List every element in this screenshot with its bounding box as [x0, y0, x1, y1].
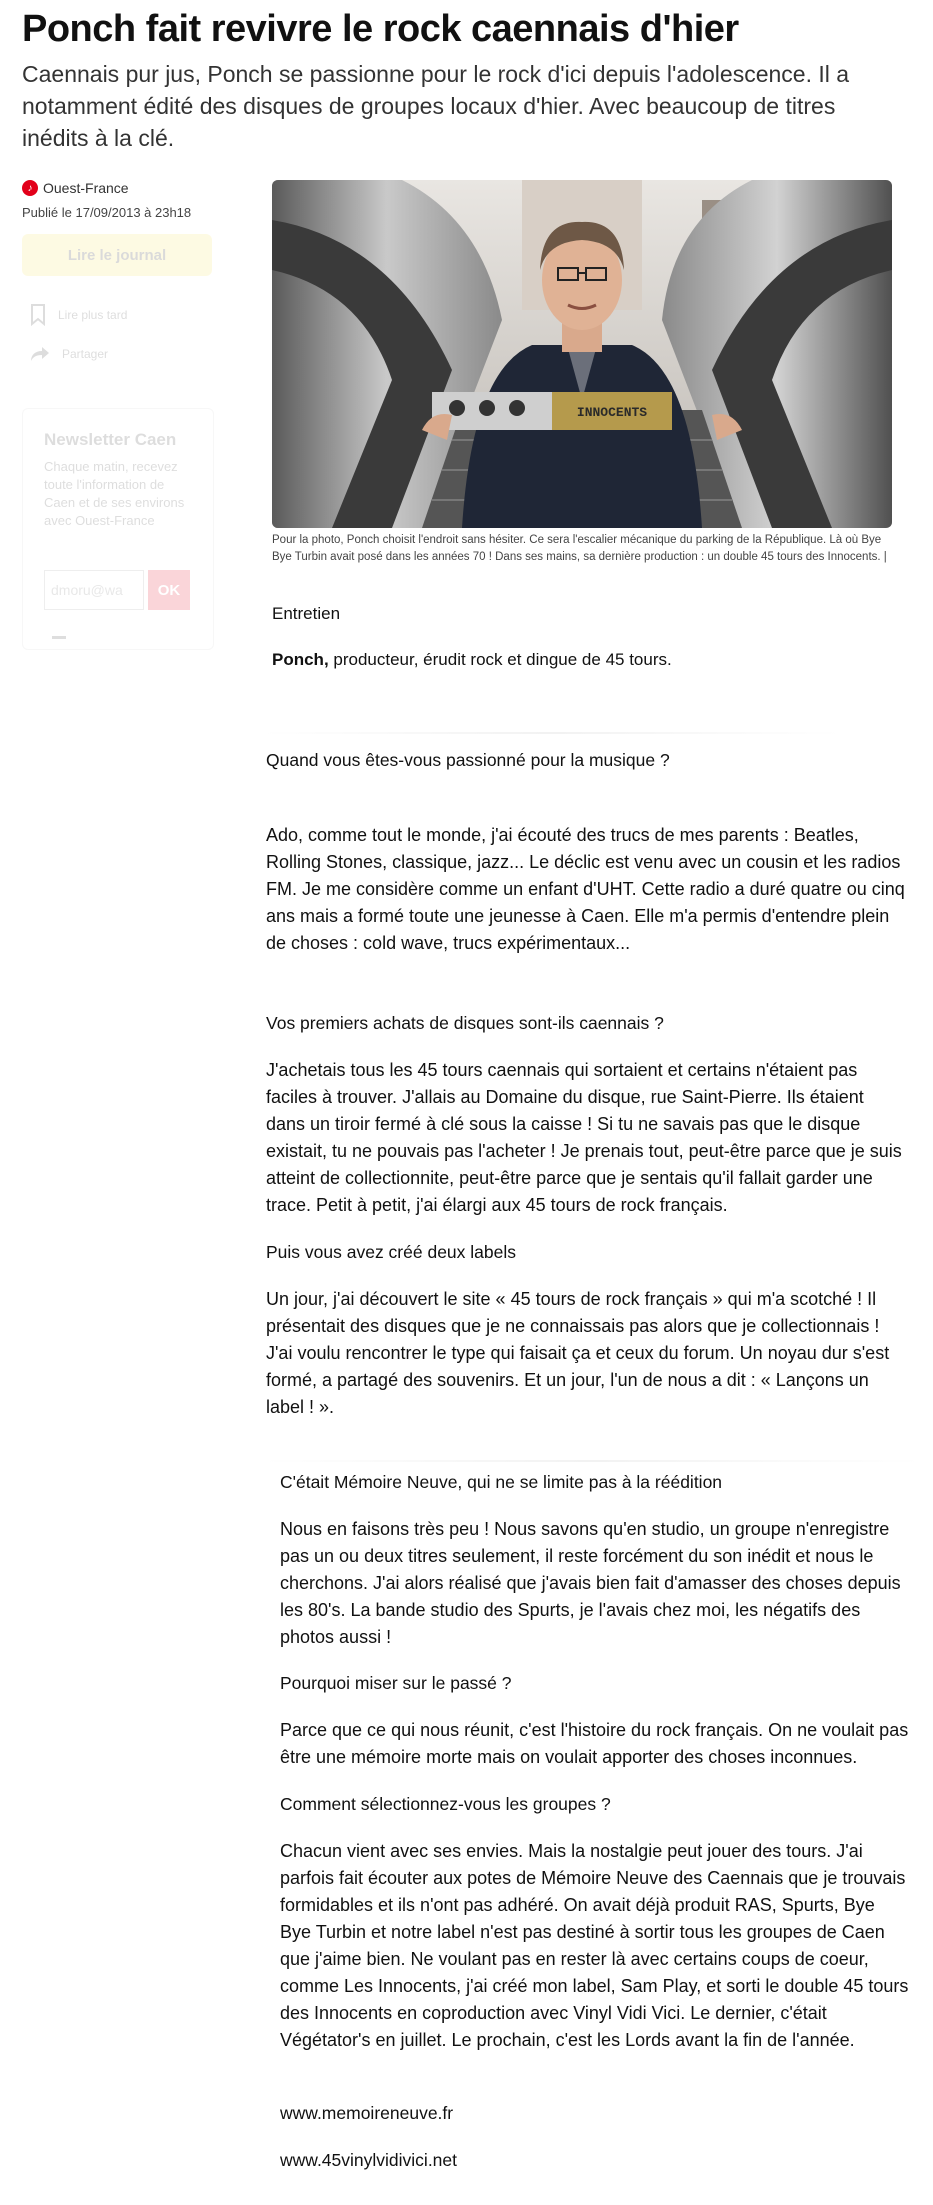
question-6: Comment sélectionnez-vous les groupes ? [280, 1794, 611, 1814]
answer-3: Un jour, j'ai découvert le site « 45 tours de rock français » qui m'a scotché ! Il présentait des disques que je ne connaissais pas alors que je collectionnais ! J'ai voulu rencontrer le type qui faisait ça et ceux du forum. Un noyau dur s'est formé, a partagé des souvenirs. Et un jour, l'un de nous a dit : « Lançons un label ! ». [266, 1289, 890, 1417]
intro-rest: producteur, érudit rock et dingue de 45 tours. [328, 650, 672, 669]
question-2: Vos premiers achats de disques sont-ils caennais ? [266, 1013, 664, 1033]
publish-date: Publié le 17/09/2013 à 23h18 [22, 205, 192, 220]
article-title: Ponch fait revivre le rock caennais d'hier [22, 8, 739, 50]
section-divider [262, 732, 842, 734]
link-memoireneuve[interactable]: www.memoireneuve.fr [280, 2103, 454, 2123]
intro-name: Ponch, [272, 650, 329, 669]
newsletter-title: Newsletter Caen [44, 430, 177, 449]
question-3: Puis vous avez créé deux labels [266, 1242, 516, 1262]
section-divider-2 [262, 1460, 922, 1462]
save-label: Lire plus tard [58, 308, 128, 322]
question-5: Pourquoi miser sur le passé ? [280, 1673, 512, 1693]
newsletter-checkbox[interactable] [52, 636, 66, 639]
save-for-later-button[interactable] [30, 304, 127, 326]
question-1: Quand vous êtes-vous passionné pour la musique ? [266, 750, 670, 770]
article-lead: Caennais pur jus, Ponch se passionne pour le rock d'ici depuis l'adolescence. Il a notamment édité des disques de groupes locaux d'hier. Avec beaucoup de titres inédits à la clé. [22, 61, 850, 151]
newsletter-description: Chaque matin, recevez toute l'information de Caen et de ses environs avec Ouest-France [44, 459, 185, 528]
answer-1: Ado, comme tout le monde, j'ai écouté des trucs de mes parents : Beatles, Rolling Stones, classique, jazz... Le déclic est venu avec un cousin et les radios FM. Je me considère comme un enfant d'UHT. Cette radio a duré quatre ou cinq ans mais a formé toute une jeunesse à Caen. Elle m'a permis d'entendre plein de choses : cold wave, trucs expérimentaux... [266, 825, 905, 953]
link-45vinylvidivici[interactable]: www.45vinylvidivici.net [280, 2150, 458, 2170]
bookmark-icon [30, 304, 46, 326]
ouest-france-logo-icon: ♪ [22, 180, 38, 196]
share-button[interactable] [30, 346, 108, 362]
article-kicker: Entretien [272, 604, 341, 623]
answer-4: Nous en faisons très peu ! Nous savons qu'en studio, un groupe n'enregistre pas un ou deux titres seulement, il reste forcément du son inédit et nous le cherchons. J'ai alors réalisé que j'avais bien fait d'amasser des choses depuis les 80's. La bande studio des Spurts, je l'avais chez moi, les négatifs des photos aussi ! [280, 1519, 901, 1647]
article-intro [272, 650, 672, 670]
newsletter-email-input[interactable] [44, 570, 144, 610]
newsletter-ok-button[interactable]: OK [148, 570, 190, 610]
question-4: C'était Mémoire Neuve, qui ne se limite pas à la réédition [280, 1472, 723, 1492]
share-icon [30, 346, 50, 362]
answer-2: J'achetais tous les 45 tours caennais qui sortaient et certains n'étaient pas faciles à trouver. J'allais au Domaine du disque, rue Saint-Pierre. Ils étaient dans un tiroir fermé à clé sous la caisse ! Si tu ne savais pas que le disque existait, tu ne pouvais pas l'acheter ! Je prenais tout, peut-être parce que je suis atteint de collectionnite, peut-être parce que je sentais qu'il fallait garder une trace. Petit à petit, j'ai élargi aux 45 tours de rock français. [266, 1060, 902, 1215]
answer-5: Parce que ce qui nous réunit, c'est l'histoire du rock français. On ne voulait pas être une mémoire morte mais on voulait apporter des choses inconnues. [280, 1720, 909, 1767]
record-cover-label: INNOCENTS [576, 405, 648, 420]
read-journal-button[interactable]: Lire le journal [22, 234, 212, 276]
answer-6: Chacun vient avec ses envies. Mais la nostalgie peut jouer des tours. J'ai parfois fait écouter aux potes de Mémoire Neuve des Caennais que je trouvais formidables et ils n'ont pas adhéré. On avait déjà produit RAS, Spurts, Bye Bye Turbin et notre label n'est pas destiné à sortir tous les groupes de Caen que j'aime bien. Ne voulant pas en rester là avec certains coups de coeur, comme Les Innocents, j'ai créé mon label, Sam Play, et sorti le double 45 tours des Innocents en coproduction avec Vinyl Vidi Vici. Le dernier, c'était Végétator's en juillet. Le prochain, c'est les Lords avant la fin de l'année. [280, 1841, 909, 2050]
source-name: Ouest-France [43, 180, 129, 196]
escalator-photo [272, 180, 892, 528]
share-label: Partager [62, 347, 109, 361]
article-photo[interactable] [272, 180, 892, 528]
source-line[interactable] [22, 180, 129, 196]
photo-caption: Pour la photo, Ponch choisit l'endroit sans hésiter. Ce sera l'escalier mécanique du parking de la République. Là où Bye Bye Turbin avait posé dans les années 70 ! Dans ses mains, sa dernière production : un double 45 tours des Innocents. | [272, 534, 887, 563]
